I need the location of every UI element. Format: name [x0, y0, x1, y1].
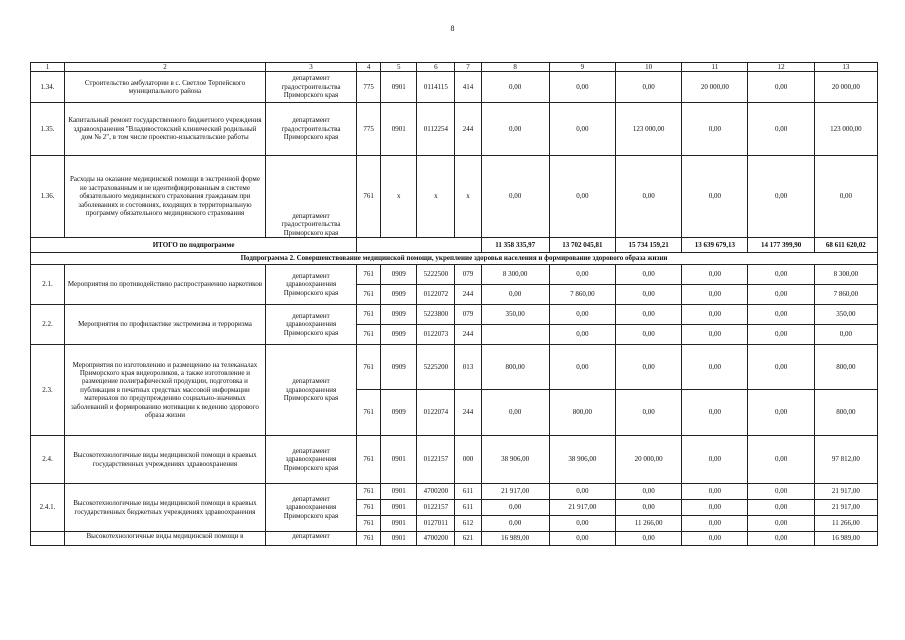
row-name: Высокотехнологичные виды медицинской помощи в краевых государственных учреждениях здравоохранения [65, 436, 266, 484]
row-number: 1.36. [31, 156, 65, 238]
row-name: Высокотехнологичные виды медицинской помощи в [65, 532, 266, 546]
row-name: Строительство амбулатории в с. Светлое Терпейского муниципального района [65, 72, 266, 103]
table-row [31, 72, 878, 103]
cell [481, 325, 549, 345]
cell: 0,00 [549, 265, 615, 285]
total-value: 14 177 399,90 [748, 238, 814, 253]
cell: 013 [455, 345, 481, 390]
cell: 0,00 [616, 532, 682, 546]
col-header: 8 [481, 63, 549, 72]
cell: 0,00 [682, 305, 748, 325]
cell: 38 906,00 [549, 436, 615, 484]
cell: 8 300,00 [481, 265, 549, 285]
cell: 761 [357, 265, 381, 285]
total-blank [357, 238, 481, 253]
cell: 000 [455, 436, 481, 484]
row-number: 2.4. [31, 436, 65, 484]
cell: 761 [357, 325, 381, 345]
col-header: 6 [417, 63, 455, 72]
col-header: 4 [357, 63, 381, 72]
cell: 612 [455, 516, 481, 532]
cell: 0,00 [549, 103, 615, 156]
table-row [31, 484, 878, 500]
subprogram-total-row [31, 238, 878, 253]
cell: 761 [357, 532, 381, 546]
cell: 244 [455, 390, 481, 436]
row-executor: департамент градостроительства Приморского края [265, 72, 356, 103]
cell: 0,00 [481, 156, 549, 238]
cell: 0901 [381, 484, 417, 500]
row-number: 2.4.1. [31, 484, 65, 532]
cell: 0,00 [616, 484, 682, 500]
cell: 20 000,00 [682, 72, 748, 103]
cell: 123 000,00 [616, 103, 682, 156]
cell: 38 906,00 [481, 436, 549, 484]
row-executor: департамент [265, 532, 356, 546]
cell: 244 [455, 103, 481, 156]
cell: 0,00 [682, 265, 748, 285]
table-row [31, 436, 878, 484]
row-number: 2.1. [31, 265, 65, 305]
cell: 0,00 [748, 532, 814, 546]
cell: 621 [455, 532, 481, 546]
cell: 4700200 [417, 532, 455, 546]
cell: 11 266,00 [814, 516, 877, 532]
row-name: Мероприятия по изготовлению и размещению на телеканалах Приморского края видеороликов, а также изготовление и размещение полиграфической продукции, подготовка и публикация в печатных средствах массовой информации материалов по предупреждению социально-значимых заболеваний и формированию мотивации к ведению здорового образа жизни [65, 345, 266, 436]
table-row [31, 305, 878, 325]
cell: 0909 [381, 305, 417, 325]
cell: 0,00 [616, 325, 682, 345]
cell: 0122074 [417, 390, 455, 436]
cell: 0,00 [748, 484, 814, 500]
cell: 244 [455, 285, 481, 305]
cell: 611 [455, 484, 481, 500]
row-number [31, 532, 65, 546]
cell: 0122073 [417, 325, 455, 345]
cell: 11 266,00 [616, 516, 682, 532]
cell: 0,00 [481, 390, 549, 436]
cell: 0,00 [549, 156, 615, 238]
col-header: 9 [549, 63, 615, 72]
cell: 0,00 [682, 285, 748, 305]
col-header: 7 [455, 63, 481, 72]
cell: 5225200 [417, 345, 455, 390]
cell: 0,00 [549, 484, 615, 500]
cell: 761 [357, 516, 381, 532]
cell: 800,00 [481, 345, 549, 390]
cell: 761 [357, 305, 381, 325]
row-name: Мероприятия по противодействию распространению наркотиков [65, 265, 266, 305]
cell: 0909 [381, 325, 417, 345]
cell: 0,00 [481, 72, 549, 103]
cell: 0,00 [616, 285, 682, 305]
cell: 0,00 [748, 345, 814, 390]
cell: 0901 [381, 532, 417, 546]
col-header: 5 [381, 63, 417, 72]
cell: 0,00 [682, 345, 748, 390]
cell: 0112254 [417, 103, 455, 156]
cell: 16 989,00 [481, 532, 549, 546]
row-number: 2.3. [31, 345, 65, 436]
page-number: 8 [450, 24, 455, 33]
budget-table [30, 62, 878, 546]
cell: 0,00 [682, 390, 748, 436]
subprogram-title: Подпрограмма 2. Совершенствование медицинской помощи, укрепление здоровья населения и формирование здорового образа жизни [31, 253, 878, 265]
total-value: 11 358 335,97 [481, 238, 549, 253]
cell: 0,00 [682, 484, 748, 500]
total-value: 13 702 045,81 [549, 238, 615, 253]
cell: 0,00 [748, 265, 814, 285]
table-row [31, 156, 878, 238]
cell: 0127011 [417, 516, 455, 532]
row-executor: департамент здравоохранения Приморского края [265, 265, 356, 305]
cell: 0,00 [748, 436, 814, 484]
cell: 0,00 [616, 500, 682, 516]
cell: x [381, 156, 417, 238]
cell: 0,00 [616, 265, 682, 285]
row-executor: департамент градостроительства Приморского края [265, 103, 356, 156]
cell: 0,00 [481, 500, 549, 516]
cell: 5222500 [417, 265, 455, 285]
cell: 611 [455, 500, 481, 516]
cell: 0,00 [549, 516, 615, 532]
total-value: 15 734 159,21 [616, 238, 682, 253]
cell: 761 [357, 156, 381, 238]
cell: 350,00 [481, 305, 549, 325]
cell: 0,00 [682, 500, 748, 516]
cell: 0,00 [616, 305, 682, 325]
col-header: 2 [65, 63, 266, 72]
cell: 0,00 [748, 156, 814, 238]
cell: 0,00 [748, 500, 814, 516]
row-executor: департамент здравоохранения Приморского края [265, 484, 356, 532]
cell: 0,00 [748, 305, 814, 325]
cell: 800,00 [814, 390, 877, 436]
cell: 20 000,00 [616, 436, 682, 484]
table-row [31, 103, 878, 156]
row-name: Расходы на оказание медицинской помощи в экстренной форме не застрахованным и не идентифицированным в системе обязательного медицинского страхования гражданам при заболеваниях и состояниях, входящих в территориальную программу обязательного медицинского страхования [65, 156, 266, 238]
cell: 800,00 [549, 390, 615, 436]
cell: 761 [357, 390, 381, 436]
col-header: 10 [616, 63, 682, 72]
cell: 775 [357, 103, 381, 156]
row-name: Высокотехнологичные виды медицинской помощи в краевых государственных бюджетных учреждениях здравоохранения [65, 484, 266, 532]
cell: 5223800 [417, 305, 455, 325]
cell: x [417, 156, 455, 238]
cell: 0,00 [481, 285, 549, 305]
cell: 0,00 [481, 516, 549, 532]
cell: 7 860,00 [814, 285, 877, 305]
table-row [31, 532, 878, 546]
cell: 0901 [381, 103, 417, 156]
total-value: 13 639 679,13 [682, 238, 748, 253]
cell: 0,00 [748, 516, 814, 532]
cell: 8 300,00 [814, 265, 877, 285]
cell: 761 [357, 436, 381, 484]
cell: 0,00 [549, 72, 615, 103]
row-name: Мероприятия по профилактике экстремизма и терроризма [65, 305, 266, 345]
cell: x [455, 156, 481, 238]
cell: 21 917,00 [549, 500, 615, 516]
cell: 761 [357, 484, 381, 500]
cell: 0,00 [481, 103, 549, 156]
total-label: ИТОГО по подпрограмме [31, 238, 357, 253]
cell: 0,00 [616, 390, 682, 436]
cell: 800,00 [814, 345, 877, 390]
cell: 4700200 [417, 484, 455, 500]
col-header: 11 [682, 63, 748, 72]
subprogram-heading-row [31, 253, 878, 265]
table-row [31, 265, 878, 285]
cell: 0122157 [417, 436, 455, 484]
cell: 21 917,00 [481, 484, 549, 500]
cell: 0901 [381, 72, 417, 103]
cell: 0,00 [748, 390, 814, 436]
cell: 0,00 [549, 305, 615, 325]
col-header: 3 [265, 63, 356, 72]
cell: 0122072 [417, 285, 455, 305]
column-number-row [31, 63, 878, 72]
cell: 7 860,00 [549, 285, 615, 305]
cell: 0,00 [748, 103, 814, 156]
cell: 97 812,00 [814, 436, 877, 484]
cell: 0,00 [549, 325, 615, 345]
cell: 0,00 [748, 325, 814, 345]
cell: 0,00 [748, 72, 814, 103]
cell: 0901 [381, 436, 417, 484]
cell: 0,00 [549, 345, 615, 390]
cell: 0909 [381, 265, 417, 285]
cell: 0901 [381, 500, 417, 516]
cell: 16 989,00 [814, 532, 877, 546]
cell: 079 [455, 265, 481, 285]
cell: 0,00 [682, 532, 748, 546]
cell: 775 [357, 72, 381, 103]
cell: 0909 [381, 390, 417, 436]
cell: 0,00 [682, 325, 748, 345]
col-header: 13 [814, 63, 877, 72]
table-row [31, 345, 878, 390]
row-executor: департамент здравоохранения Приморского края [265, 345, 356, 436]
cell: 0,00 [814, 325, 877, 345]
cell: 0,00 [682, 156, 748, 238]
cell: 0,00 [616, 345, 682, 390]
row-number: 1.34. [31, 72, 65, 103]
row-number: 1.35. [31, 103, 65, 156]
cell: 20 000,00 [814, 72, 877, 103]
cell: 761 [357, 285, 381, 305]
cell: 0114115 [417, 72, 455, 103]
cell: 0,00 [682, 103, 748, 156]
total-value: 68 611 620,02 [814, 238, 877, 253]
col-header: 1 [31, 63, 65, 72]
row-name: Капитальный ремонт государственного бюджетного учреждения здравоохранения "Владивостокский клинический родильный дом № 2", в том числе проектно-изыскательские работы [65, 103, 266, 156]
cell: 0,00 [549, 532, 615, 546]
row-executor: департамент здравоохранения Приморского края [265, 305, 356, 345]
cell: 0909 [381, 285, 417, 305]
row-executor: департамент здравоохранения Приморского края [265, 436, 356, 484]
cell: 0,00 [682, 516, 748, 532]
cell: 123 000,00 [814, 103, 877, 156]
cell: 761 [357, 345, 381, 390]
col-header: 12 [748, 63, 814, 72]
row-number: 2.2. [31, 305, 65, 345]
cell: 0,00 [682, 436, 748, 484]
cell: 350,00 [814, 305, 877, 325]
cell: 0,00 [616, 72, 682, 103]
cell: 0,00 [748, 285, 814, 305]
cell: 079 [455, 305, 481, 325]
cell: 0122157 [417, 500, 455, 516]
cell: 0,00 [814, 156, 877, 238]
cell: 414 [455, 72, 481, 103]
cell: 761 [357, 500, 381, 516]
cell: 0901 [381, 516, 417, 532]
cell: 244 [455, 325, 481, 345]
cell: 0,00 [616, 156, 682, 238]
cell: 21 917,00 [814, 484, 877, 500]
cell: 21 917,00 [814, 500, 877, 516]
cell: 0909 [381, 345, 417, 390]
row-executor: департамент градостроительства Приморского края [265, 156, 356, 238]
